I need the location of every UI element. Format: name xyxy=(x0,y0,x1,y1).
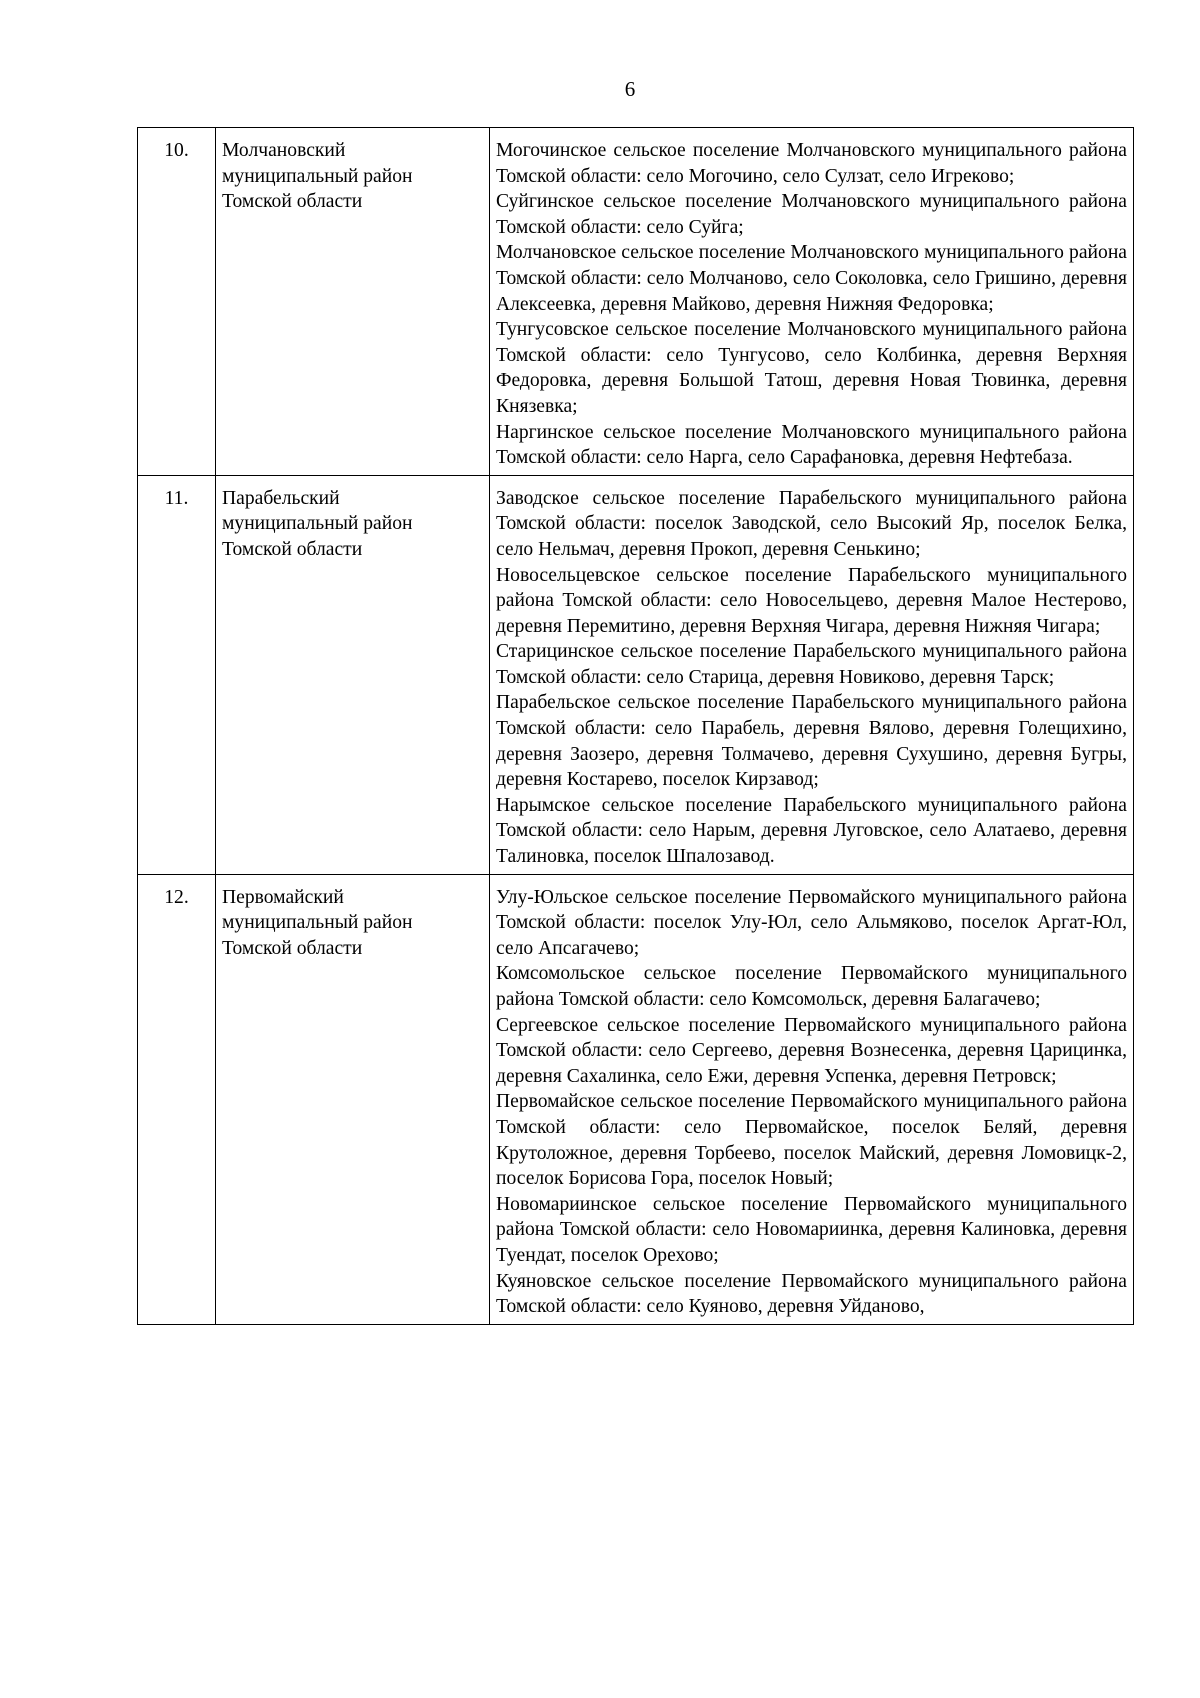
district-name xyxy=(216,128,490,476)
settlements-cell xyxy=(490,475,1134,874)
settlements-cell xyxy=(490,874,1134,1324)
table-row xyxy=(138,128,1134,476)
table-row xyxy=(138,475,1134,874)
district-line: Парабельский xyxy=(222,487,340,509)
settlement-entry: Первомайское сельское поселение Первомайского муниципального района Томской области: село Первомайское, поселок Беляй, деревня Крутоложное, деревня Торбеево, поселок Майский, деревня Ломовицк-2, поселок Борисова Гора, поселок Новый; xyxy=(496,1091,1127,1190)
settlement-entry: Парабельское сельское поселение Парабельского муниципального района Томской области: село Парабель, деревня Вялово, деревня Голещихино, деревня Заозеро, деревня Толмачево, деревня Сухушино, деревня Бугры, деревня Костарево, поселок Кирзавод; xyxy=(496,692,1127,791)
district-line: Томской области xyxy=(222,937,363,959)
settlements-cell xyxy=(490,128,1134,476)
settlement-entry: Комсомольское сельское поселение Первомайского муниципального района Томской области: село Комсомольск, деревня Балагачево; xyxy=(496,963,1127,1010)
settlement-entry: Заводское сельское поселение Парабельского муниципального района Томской области: поселок Заводской, село Высокий Яр, поселок Белка, село Нельмач, деревня Прокоп, деревня Сенькино; xyxy=(496,487,1127,560)
district-line: муниципальный район xyxy=(222,513,413,535)
settlement-entry: Молчановское сельское поселение Молчановского муниципального района Томской области: село Молчаново, село Соколовка, село Гришино, деревня Алексеевка, деревня Майково, деревня Нижняя Федоровка; xyxy=(496,242,1127,315)
district-name xyxy=(216,475,490,874)
district-line: Томской области xyxy=(222,191,363,213)
settlement-entry: Тунгусовское сельское поселение Молчановского муниципального района Томской области: село Тунгусово, село Колбинка, деревня Верхняя Федоровка, деревня Большой Татош, деревня Новая Тювинка, деревня Князевка; xyxy=(496,319,1127,417)
settlement-entry: Улу-Юльское сельское поселение Первомайского муниципального района Томской области: поселок Улу-Юл, село Альмяково, поселок Аргат-Юл, село Апсагачево; xyxy=(496,886,1127,959)
settlements-table xyxy=(137,127,1134,1325)
settlement-entry: Новомариинское сельское поселение Первомайского муниципального района Томской области: село Новомариинка, деревня Калиновка, деревня Туендат, поселок Орехово; xyxy=(496,1193,1127,1266)
settlement-entry: Суйгинское сельское поселение Молчановского муниципального района Томской области: село Суйга; xyxy=(496,191,1127,238)
district-name xyxy=(216,874,490,1324)
settlement-entry: Нарымское сельское поселение Парабельского муниципального района Томской области: село Нарым, деревня Луговское, село Алатаево, деревня Талиновка, поселок Шпалозавод. xyxy=(496,794,1127,868)
settlement-entry: Новосельцевское сельское поселение Парабельского муниципального района Томской области: село Новосельцево, деревня Малое Нестерово, деревня Перемитино, деревня Верхняя Чигара, деревня Нижняя Чигара; xyxy=(496,564,1127,637)
row-number: 12. xyxy=(138,874,216,1324)
settlement-entry: Могочинское сельское поселение Молчановского муниципального района Томской области: село Могочино, село Сулзат, село Игреково; xyxy=(496,140,1127,187)
row-number: 10. xyxy=(138,128,216,476)
table-row xyxy=(138,874,1134,1324)
district-line: муниципальный район xyxy=(222,912,413,934)
settlement-entry: Наргинское сельское поселение Молчановского муниципального района Томской области: село Нарга, село Сарафановка, деревня Нефтебаза. xyxy=(496,421,1127,469)
settlement-entry: Сергеевское сельское поселение Первомайского муниципального района Томской области: село Сергеево, деревня Вознесенка, деревня Царицинка, деревня Сахалинка, село Ежи, деревня Успенка, деревня Петровск; xyxy=(496,1014,1127,1087)
district-line: муниципальный район xyxy=(222,165,413,187)
district-line: Молчановский xyxy=(222,140,346,161)
page-number: 6 xyxy=(624,77,636,101)
settlement-entry: Куяновское сельское поселение Первомайского муниципального района Томской области: село Куяново, деревня Уйданово, xyxy=(496,1270,1127,1318)
settlement-entry: Старицинское сельское поселение Парабельского муниципального района Томской области: село Старица, деревня Новиково, деревня Тарск; xyxy=(496,641,1127,688)
row-number: 11. xyxy=(138,475,216,874)
district-line: Томской области xyxy=(222,538,363,560)
district-line: Первомайский xyxy=(222,886,344,908)
